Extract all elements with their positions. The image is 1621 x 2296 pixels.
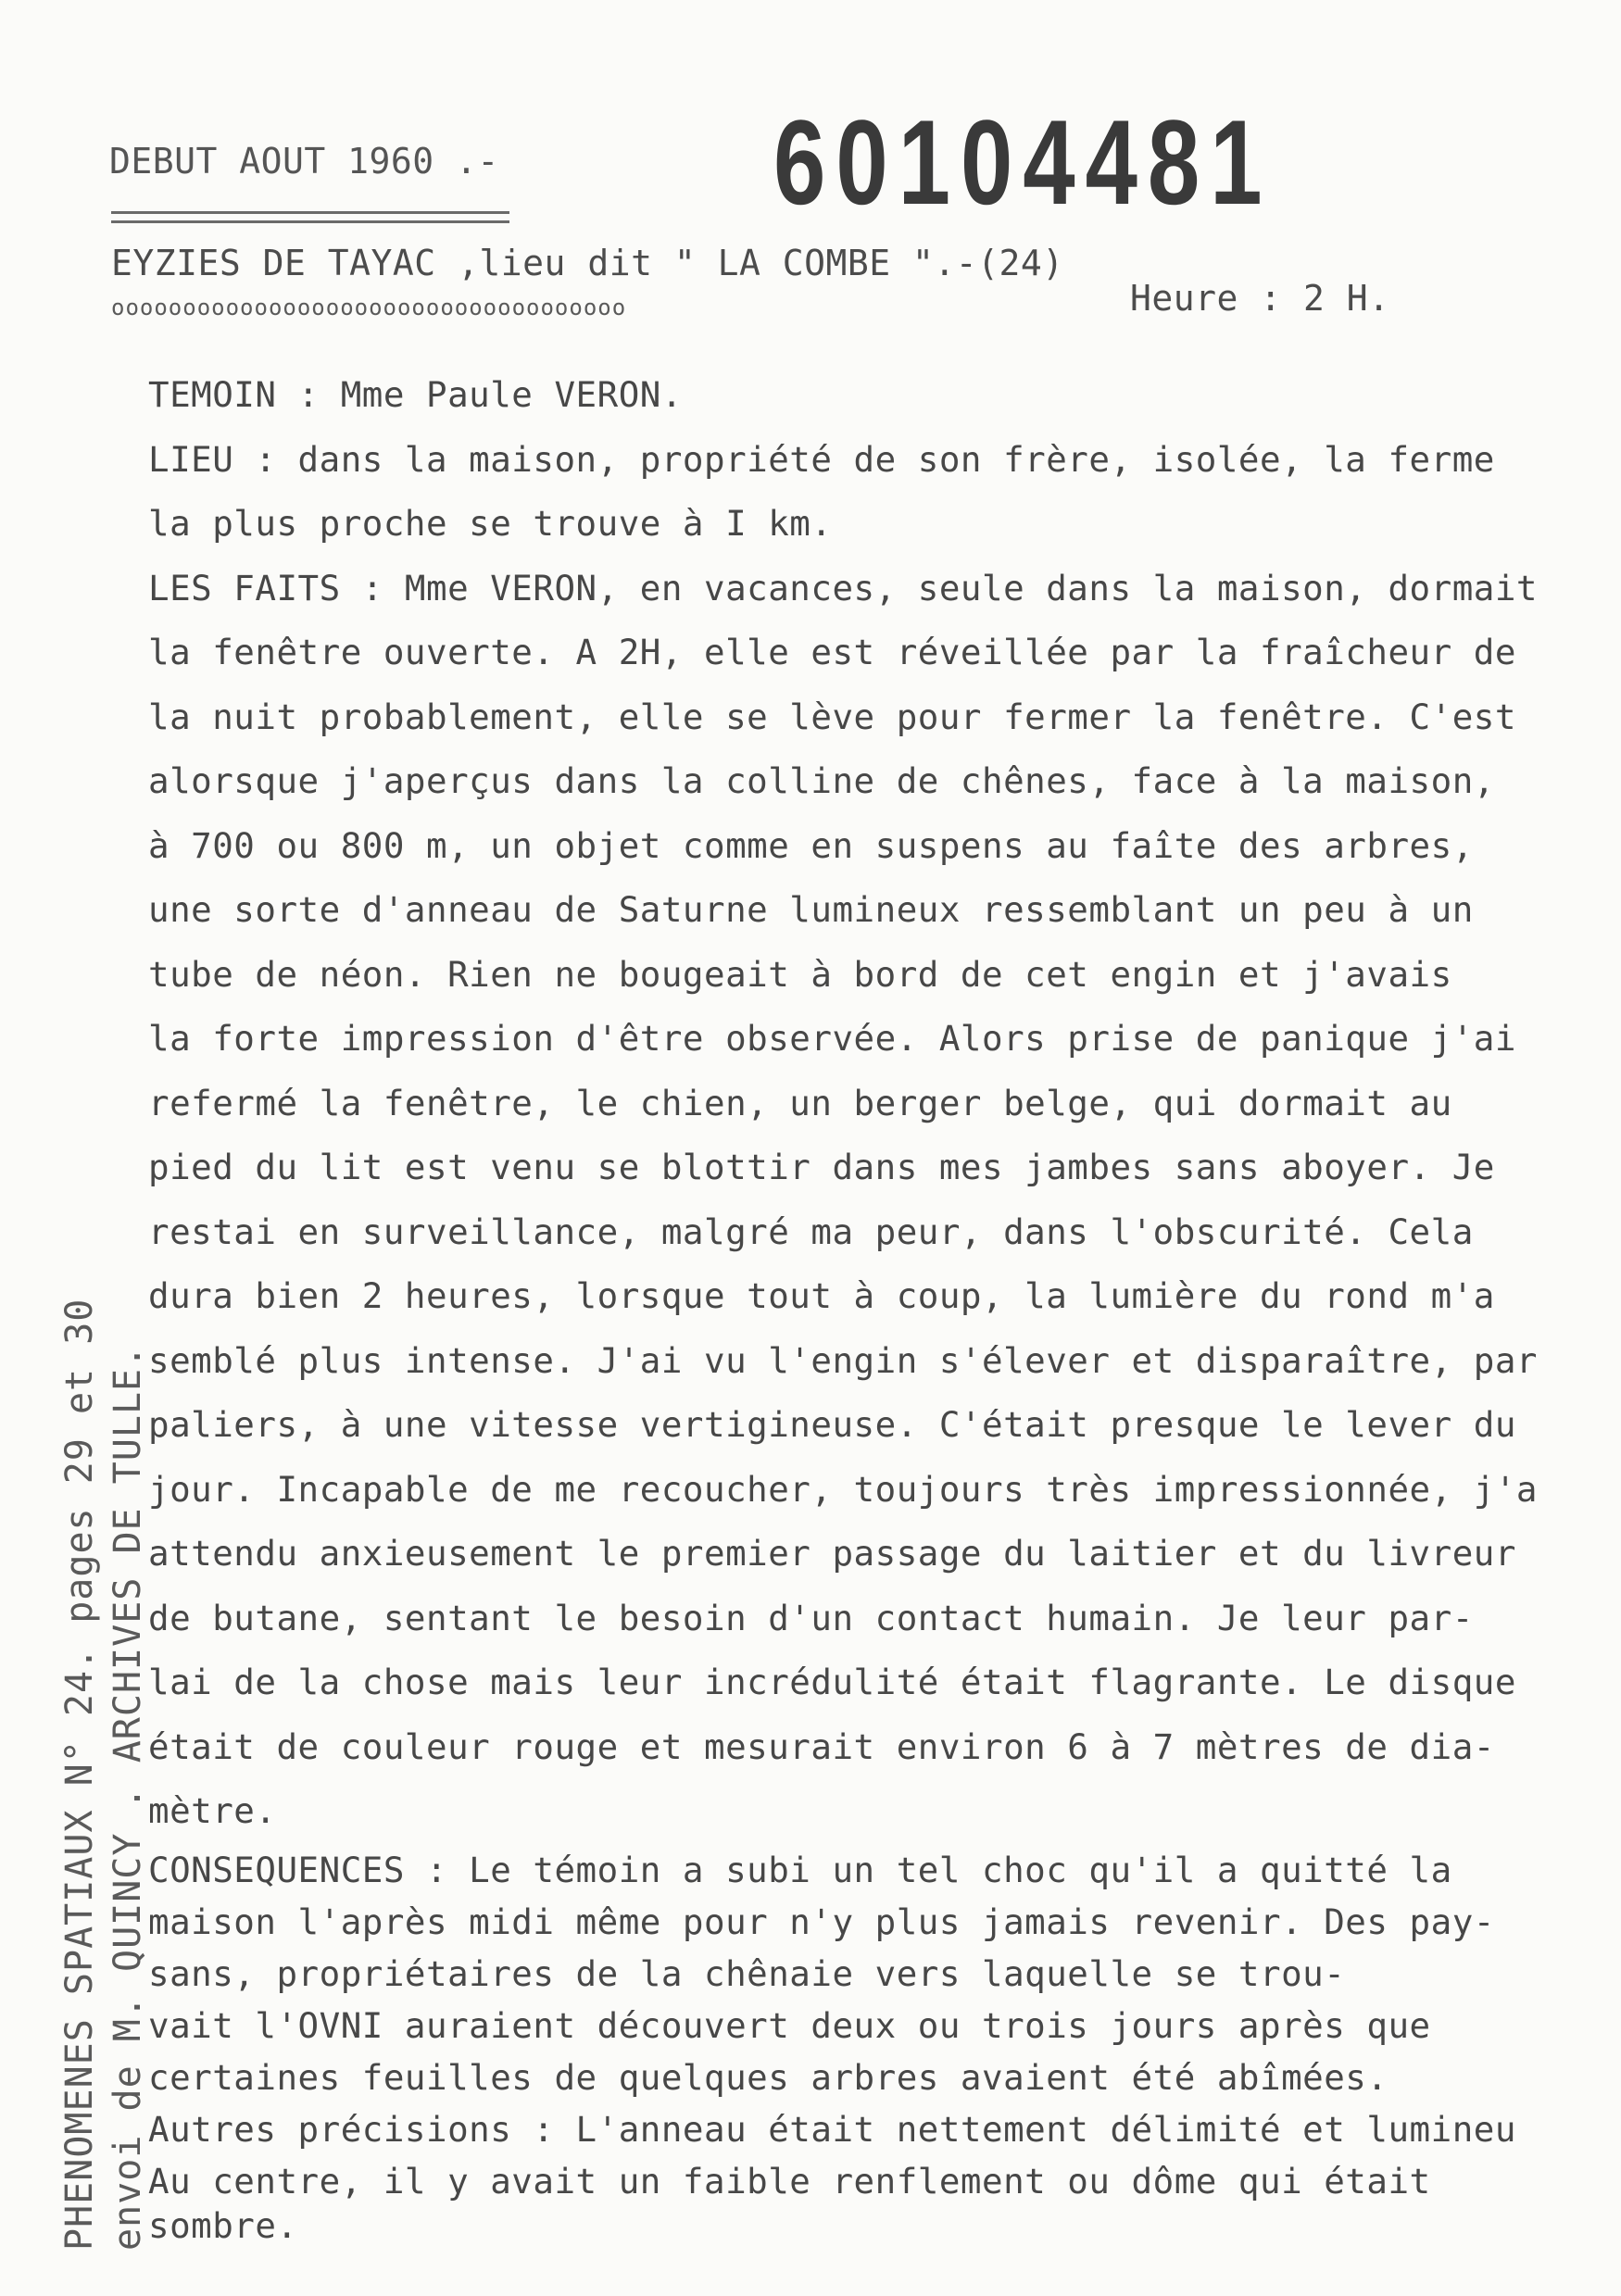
text-line: tube de néon. Rien ne bougeait à bord de cet engin et j'avais — [148, 953, 1452, 995]
text-line: TEMOIN : Mme Paule VERON. — [148, 374, 683, 415]
text-line: une sorte d'anneau de Saturne lumineux ressemblant un peu à un — [148, 889, 1474, 930]
location-line: EYZIES DE TAYAC ,lieu dit " LA COMBE ".-(24) — [111, 243, 1064, 283]
date-underline-second — [111, 220, 509, 223]
text-line: jour. Incapable de me recoucher, toujours très impressionnée, j'a — [148, 1468, 1538, 1510]
text-line: de butane, sentant le besoin d'un contact humain. Je leur par- — [148, 1597, 1474, 1638]
text-line: la forte impression d'être observée. Alors prise de panique j'ai — [148, 1018, 1516, 1059]
margin-archive-line: envoi de M. QUINCY . ARCHIVES DE TULLE. — [107, 1344, 149, 2251]
text-line: attendu anxieusement le premier passage du laitier et du livreur — [148, 1533, 1516, 1574]
text-line: à 700 ou 800 m, un objet comme en suspens au faîte des arbres, — [148, 824, 1474, 866]
text-line: dura bien 2 heures, lorsque tout à coup, la lumière du rond m'a — [148, 1275, 1495, 1316]
text-line: mètre. — [148, 1790, 277, 1831]
text-line: était de couleur rouge et mesurait environ 6 à 7 mètres de dia- — [148, 1725, 1495, 1767]
text-line: paliers, à une vitesse vertigineuse. C'était presque le lever du — [148, 1404, 1516, 1445]
text-line: refermé la fenêtre, le chien, un berger belge, qui dormait au — [148, 1082, 1452, 1123]
time-label: Heure : 2 H. — [1130, 278, 1390, 319]
text-line: CONSEQUENCES : Le témoin a subi un tel choc qu'il a quitté la — [148, 1849, 1452, 1890]
text-line: certaines feuilles de quelques arbres avaient été abîmées. — [148, 2056, 1389, 2098]
text-line: LIEU : dans la maison, propriété de son frère, isolée, la ferme — [148, 438, 1495, 480]
report-body — [148, 363, 1575, 2244]
text-line: lai de la chose mais leur incrédulité était flagrante. Le disque — [148, 1662, 1516, 1702]
text-line: sombre. — [148, 2204, 298, 2246]
margin-source-line: PHENOMENES SPATIAUX N° 24. pages 29 et 30 — [58, 1298, 101, 2251]
text-line: sans, propriétaires de la chênaie vers laquelle se trou- — [148, 1952, 1346, 1994]
text-line: pied du lit est venu se blottir dans mes jambes sans aboyer. Je — [148, 1147, 1495, 1187]
text-line: la fenêtre ouverte. A 2H, elle est réveillée par la fraîcheur de — [148, 632, 1516, 672]
text-line: Autres précisions : L'anneau était nettement délimité et lumineu — [148, 2108, 1516, 2150]
text-line: la nuit probablement, elle se lève pour fermer la fenêtre. C'est — [148, 696, 1516, 737]
text-line: Au centre, il y avait un faible renflement ou dôme qui était — [148, 2160, 1431, 2202]
document-date: DEBUT AOUT 1960 .- — [109, 141, 499, 182]
dotted-separator: oooooooooooooooooooooooooooooooooooo — [111, 295, 627, 320]
text-line: vait l'OVNI auraient découvert deux ou trois jours après que — [148, 2004, 1431, 2046]
date-underline — [111, 211, 509, 214]
text-line: alorsque j'aperçus dans la colline de chênes, face à la maison, — [148, 760, 1495, 801]
text-line: maison l'après midi même pour n'y plus jamais revenir. Des pay- — [148, 1901, 1495, 1942]
document-number: 60104481 — [773, 94, 1273, 230]
text-line: restai en surveillance, malgré ma peur, dans l'obscurité. Cela — [148, 1211, 1474, 1252]
text-line: semblé plus intense. J'ai vu l'engin s'élever et disparaître, par — [148, 1339, 1538, 1381]
text-line: la plus proche se trouve à I km. — [148, 503, 833, 544]
margin-reference — [56, 1299, 152, 2251]
text-line: LES FAITS : Mme VERON, en vacances, seule dans la maison, dormait — [148, 567, 1538, 609]
